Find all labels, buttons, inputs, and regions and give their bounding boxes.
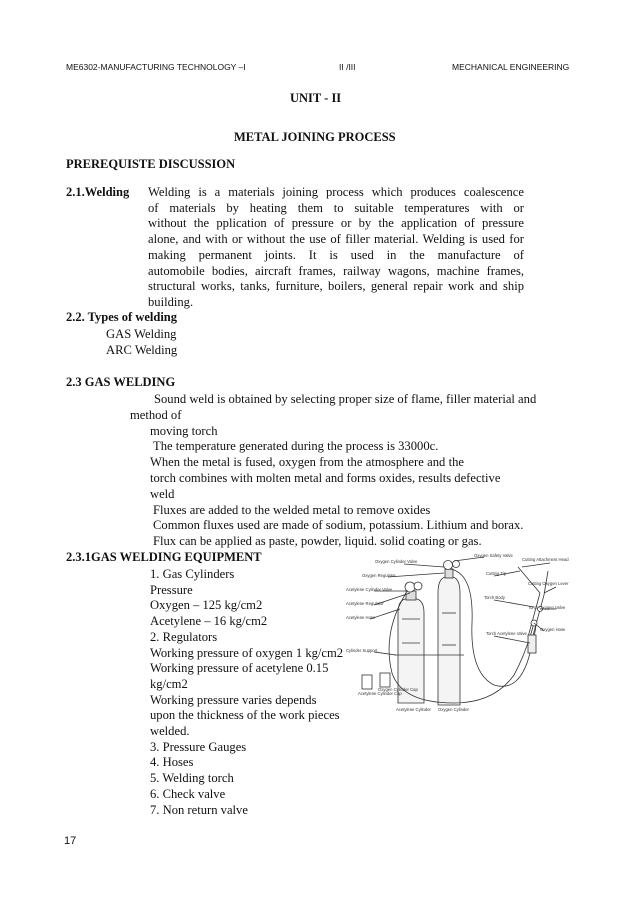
equipment-list [150,567,343,818]
equipment-line: Oxygen – 125 kg/cm2 [150,598,263,613]
gas-line: torch combines with molten metal and forms oxides, results defective [150,471,501,485]
welding-line: structural works, tanks, furniture, boilers, general repair work and ship [148,279,524,294]
gas-line: Common fluxes used are made of sodium, potassium. Lithium and borax. [153,518,524,532]
label-acetylene-cylinder-cap: Acetylene Cylinder Cap [358,691,402,696]
gas-welding-equipment-diagram [344,553,584,715]
header-course: ME6302-MANUFACTURING TECHNOLOGY –I [66,62,246,72]
equipment-line: kg/cm2 [150,676,188,691]
torch-shape [518,567,548,653]
label-torch-body: Torch Body [484,595,505,600]
label-cutting-attachment-head: Cutting Attachment Head [522,557,569,562]
gas-line: Sound weld is obtained by selecting proper size of flame, filler material and [154,392,537,406]
label-cutting-tip: Cutting Tip [486,571,507,576]
welding-line: of materials by heating them to suitable temperatures with or [148,200,524,215]
label-cutting-oxygen-lever: Cutting Oxygen Lever [528,581,569,586]
label-acetylene-cylinder-valve: Acetylene Cylinder Valve [346,587,393,592]
equipment-line: Working pressure of acetylene 0.15 [150,661,329,676]
equipment-line: upon the thickness of the work pieces [150,708,340,723]
label-cylinder-support: Cylinder Support [346,648,378,653]
label-torch-oxygen-valve: Torch Oxygen Valve [528,605,566,610]
welding-heading: 2.1.Welding [66,185,130,199]
gas-line: method of [130,408,182,422]
label-torch-acetylene-valve: Torch Acetylene Valve [486,631,527,636]
page-number: 17 [64,835,77,847]
gas-welding-heading: 2.3 GAS WELDING [66,375,176,389]
equipment-line: Acetylene – 16 kg/cm2 [150,614,268,629]
gas-line: When the metal is fused, oxygen from the atmosphere and the [150,455,464,469]
prereq-heading: PREREQUISTE DISCUSSION [66,157,236,171]
acetylene-cap-shape [362,675,372,689]
equipment-line: 3. Pressure Gauges [150,739,247,754]
welding-line: without the pplication of pressure or by the application of pressure [148,216,524,231]
equipment-line: 2. Regulators [150,629,218,644]
welding-line: alone, and with or without the use of filler material. Welding is used for [148,232,524,247]
equipment-line: Pressure [150,582,193,597]
oxygen-cap-shape [380,673,390,687]
gas-line: Flux can be applied as paste, powder, liquid. solid coating or gas. [153,534,482,548]
equipment-line: Working pressure of oxygen 1 kg/cm2 [150,645,344,660]
acetylene-regulator-gauge [405,582,415,592]
welding-line: building. [148,294,194,309]
equipment-line: 7. Non return valve [150,802,248,817]
equipment-line: 1. Gas Cylinders [150,567,235,581]
equipment-line: welded. [150,724,190,739]
gas-line: Fluxes are added to the welded metal to remove oxides [153,503,431,517]
gas-line: The temperature generated during the process is 33000c. [153,439,439,453]
chapter-title: METAL JOINING PROCESS [234,130,396,144]
welding-paragraph [148,185,524,311]
equipment-line: 4. Hoses [150,755,194,770]
types-item-arc: ARC Welding [106,343,178,357]
label-oxygen-cylinder: Oxygen Cylinder [438,707,469,712]
label-acetylene-hose: Acetylene Hose [346,615,376,620]
oxygen-cylinder-shape [438,569,460,705]
header-semester: II /III [339,62,356,72]
unit-title: UNIT - II [290,91,342,105]
equipment-line: Working pressure varies depends [150,692,317,707]
label-oxygen-cylinder-valve: Oxygen Cylinder Valve [375,559,418,564]
label-acetylene-cylinder: Acetylene Cylinder [396,707,431,712]
label-oxygen-safety-valve: Oxygen Safety Valve [474,553,513,558]
types-item-gas: GAS Welding [106,327,177,341]
types-heading: 2.2. Types of welding [66,310,178,324]
header-department: MECHANICAL ENGINEERING [452,62,570,72]
welding-line: making permanent joints. It is used in the manufacture of [148,247,524,262]
label-oxygen-regulator: Oxygen Regulator [362,573,396,578]
equipment-line: 5. Welding torch [150,771,234,786]
label-oxygen-cylinder-cap: Oxygen Cylinder Cap [378,687,418,692]
equipment-line: 6. Check valve [150,786,226,801]
label-oxygen-hose: Oxygen Hose [540,627,566,632]
equipment-heading: 2.3.1GAS WELDING EQUIPMENT [66,550,262,564]
oxygen-regulator-gauge [444,561,453,570]
gas-line: moving torch [150,424,218,438]
gas-line: weld [150,487,175,501]
label-acetylene-regulator: Acetylene Regulator [346,601,384,606]
welding-line: automobile bodies, aircraft frames, railway wagons, machine frames, [148,263,524,278]
welding-line: Welding is a materials joining process which produces coalescence [148,185,524,199]
